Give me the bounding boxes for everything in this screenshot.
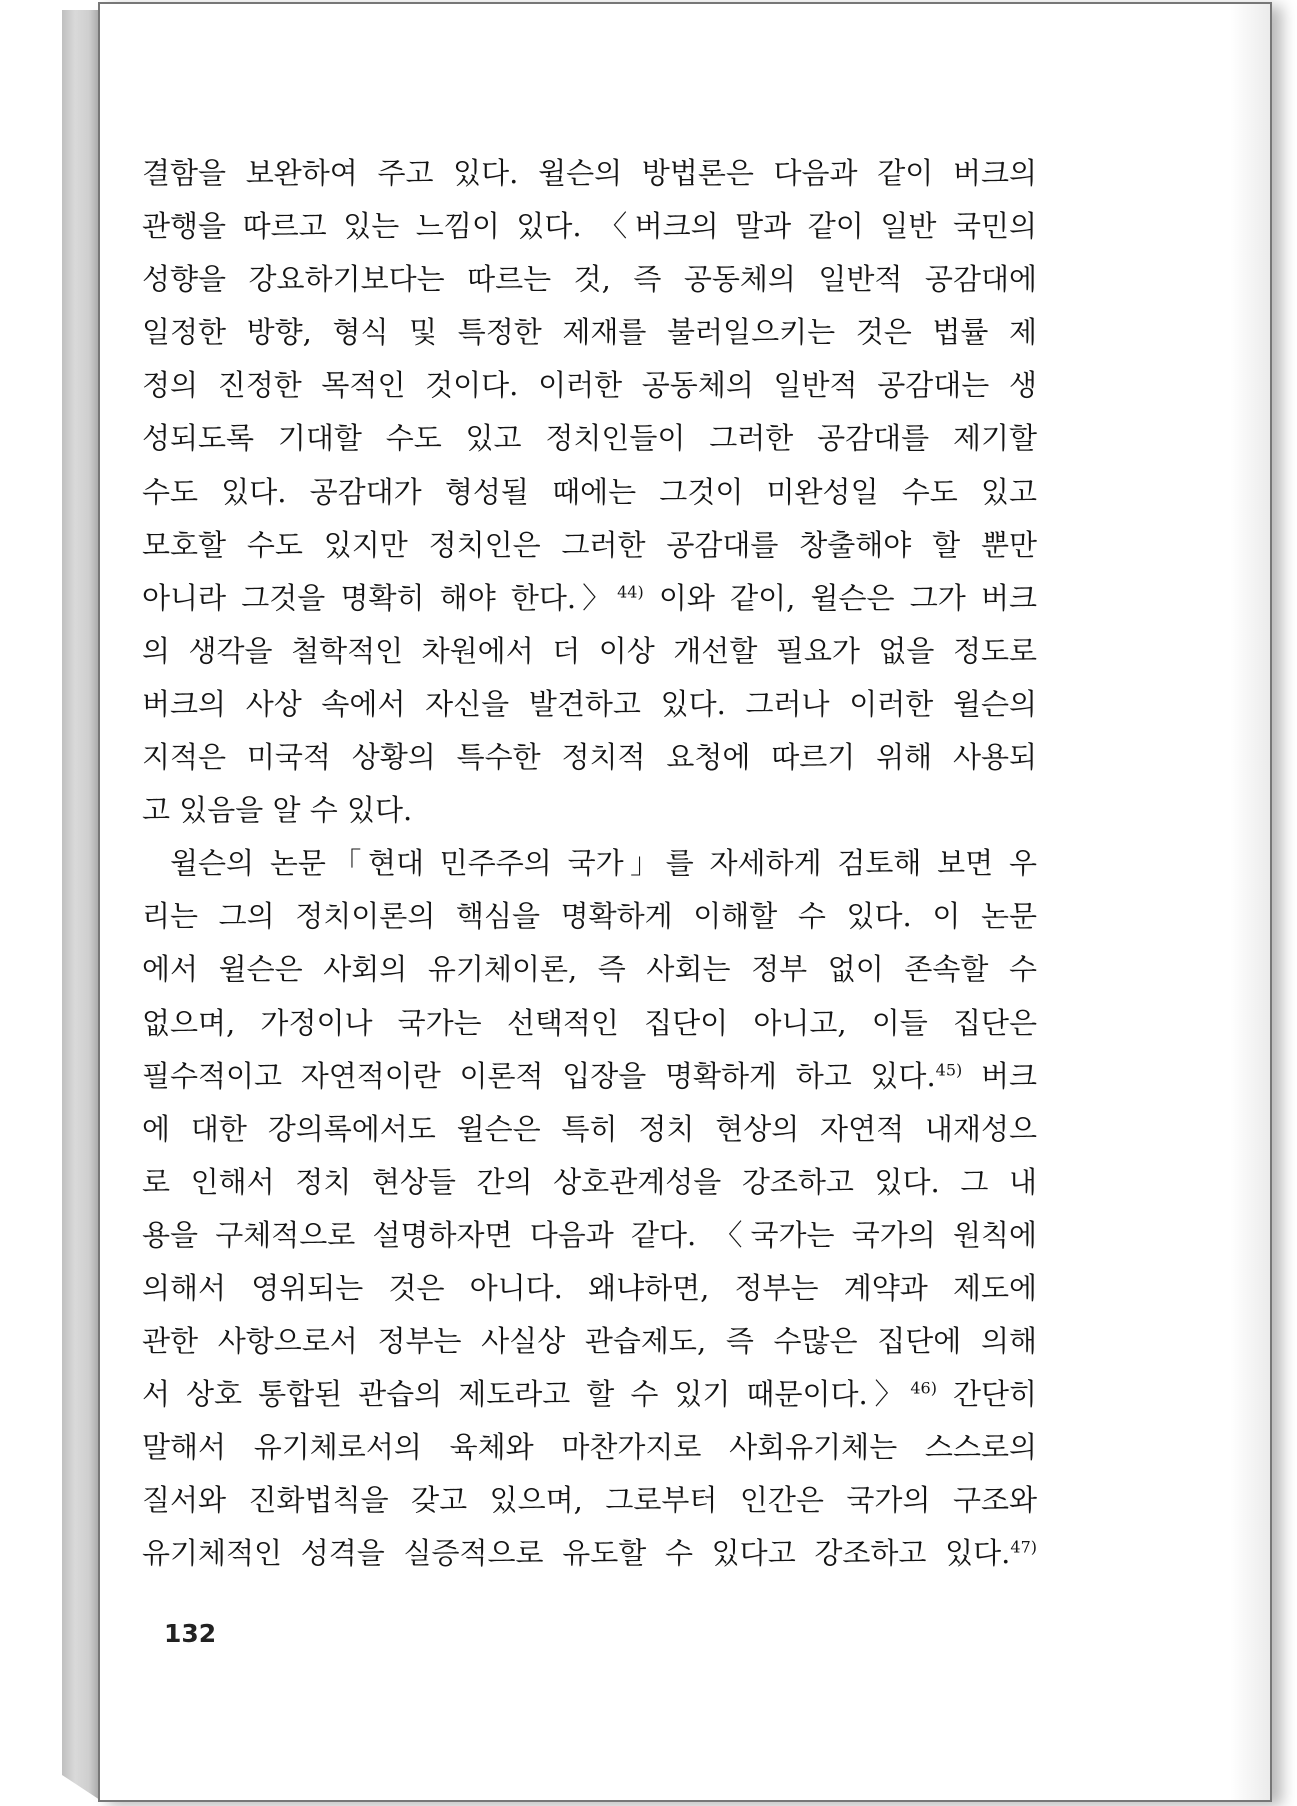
text-line-6: 성되도록 기대할 수도 있고 정치인들이 그러한 공감대를 제기할 [142,421,1037,456]
line-text: 유기체적인 성격을 실증적으로 유도할 수 있다고 강조하고 있다. [142,1536,1011,1571]
text-line-3: 성향을 강요하기보다는 따르는 것, 즉 공동체의 일반적 공감대에 [142,262,1037,297]
text-line-11: 버크의 사상 속에서 자신을 발견하고 있다. 그러나 이러한 윌슨의 [142,686,1037,721]
text-line-10: 의 생각을 철학적인 차원에서 더 이상 개선할 필요가 없을 정도로 [142,633,1037,668]
text-line-19: 에 대한 강의록에서도 윌슨은 특히 정치 현상의 자연적 내재성으 [142,1111,1037,1146]
footnote-ref-45: 45) [935,1059,963,1079]
text-line-22: 의해서 영위되는 것은 아니다. 왜냐하면, 정부는 계약과 제도에 [142,1270,1037,1305]
text-line-14: 윌슨의 논문「현대 민주주의 국가」를 자세하게 검토해 보면 우 [170,846,1037,881]
footnote-ref-44: 44) [617,582,644,602]
text-line-23: 관한 사항으로서 정부는 사실상 관습제도, 즉 수많은 집단에 의해 [142,1324,1037,1359]
text-line-4: 일정한 방향, 형식 및 특정한 제재를 불러일으키는 것은 법률 제 [142,315,1037,350]
line-text: 필수적이고 자연적이란 이론적 입장을 명확하게 하고 있다. [142,1058,936,1093]
line-text-continued: 버크 [962,1058,1037,1093]
line-text: 서 상호 통합된 관습의 제도라고 할 수 있기 때문이다.〉 [142,1377,911,1412]
text-line-27 [142,1527,1037,1580]
text-line-21: 용을 구체적으로 설명하자면 다음과 같다. 〈국가는 국가의 원칙에 [142,1217,1037,1252]
text-line-12: 지적은 미국적 상황의 특수한 정치적 요청에 따르기 위해 사용되 [142,740,1037,775]
page-number: 132 [164,1619,217,1648]
text-line-26: 질서와 진화법칙을 갖고 있으며, 그로부터 인간은 국가의 구조와 [142,1483,1037,1518]
text-line-15: 리는 그의 정치이론의 핵심을 명확하게 이해할 수 있다. 이 논문 [142,899,1037,934]
text-line-9 [142,572,1037,625]
text-line-16: 에서 윌슨은 사회의 유기체이론, 즉 사회는 정부 없이 존속할 수 [142,952,1037,987]
text-line-18 [142,1050,1037,1103]
footnote-ref-47: 47) [1010,1537,1037,1557]
text-line-2: 관행을 따르고 있는 느낌이 있다. 〈버크의 말과 같이 일반 국민의 [142,209,1037,244]
line-text: 아니라 그것을 명확히 해야 한다.〉 [142,580,618,615]
line-text-continued: 간단히 [936,1377,1037,1412]
page-shadow [1230,4,1270,1800]
text-line-7: 수도 있다. 공감대가 형성될 때에는 그것이 미완성일 수도 있고 [142,474,1037,509]
line-text-continued: 이와 같이, 윌슨은 그가 버크 [643,580,1037,615]
text-line-1: 결함을 보완하여 주고 있다. 윌슨의 방법론은 다음과 같이 버크의 [142,156,1037,190]
text-line-24 [142,1368,1037,1421]
text-line-13: 고 있음을 알 수 있다. [142,793,413,828]
footnote-ref-46: 46) [910,1378,937,1398]
text-line-25: 말해서 유기체로서의 육체와 마찬가지로 사회유기체는 스스로의 [142,1430,1037,1465]
body-text [142,147,1037,1581]
text-line-8: 모호할 수도 있지만 정치인은 그러한 공감대를 창출해야 할 뿐만 [142,527,1037,562]
text-line-17: 없으며, 가정이나 국가는 선택적인 집단이 아니고, 이들 집단은 [142,1005,1037,1040]
text-line-5: 정의 진정한 목적인 것이다. 이러한 공동체의 일반적 공감대는 생 [142,368,1037,403]
book-page-edge [62,10,100,1800]
text-line-20: 로 인해서 정치 현상들 간의 상호관계성을 강조하고 있다. 그 내 [142,1164,1037,1199]
